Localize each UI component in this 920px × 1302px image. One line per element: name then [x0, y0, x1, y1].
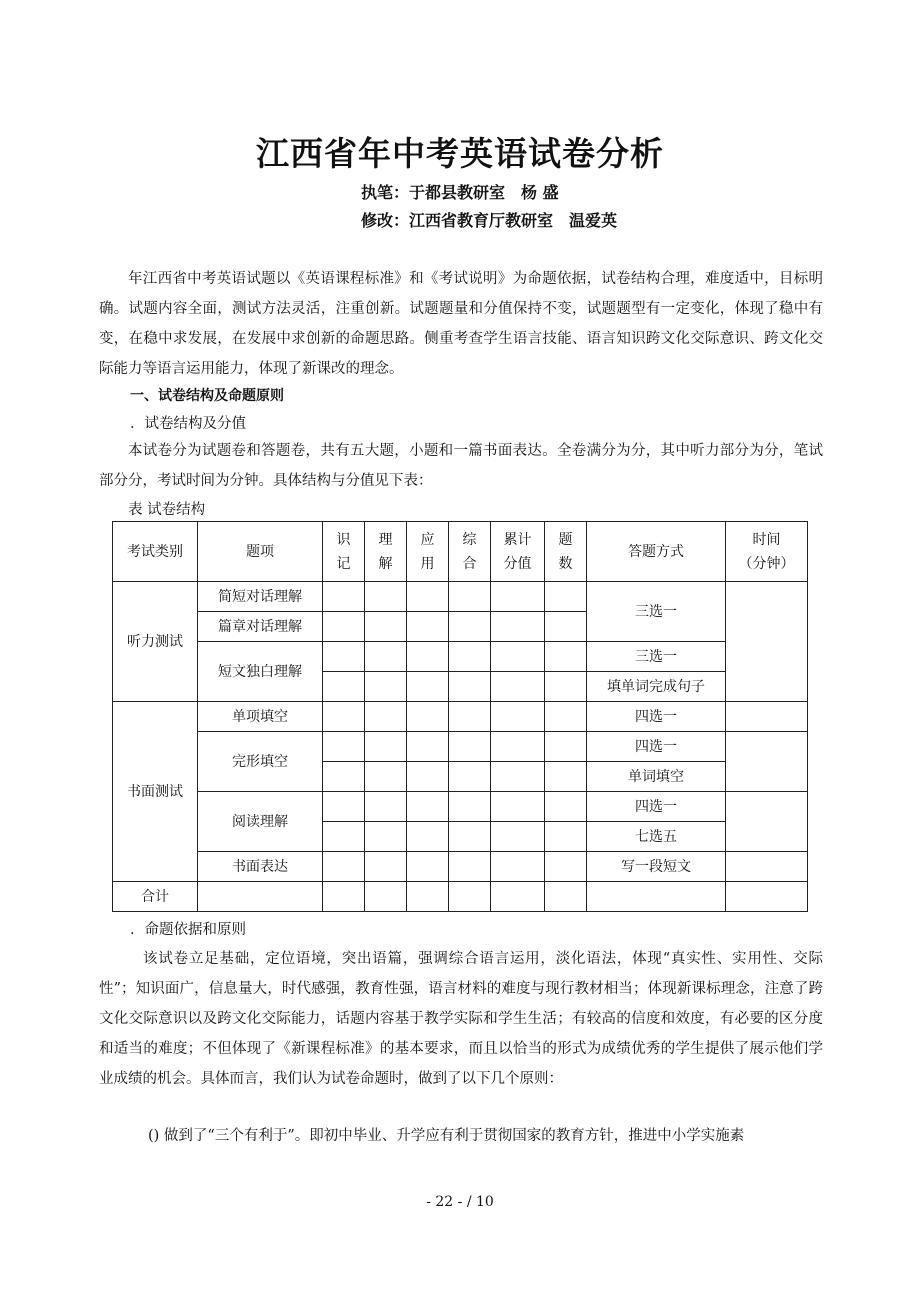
table-total-row	[113, 882, 808, 912]
table-caption: 表 试卷结构	[128, 502, 206, 518]
total-label: 合计	[113, 882, 198, 912]
header-apply: 应 用	[407, 522, 449, 582]
table-row	[113, 642, 808, 672]
item-writing: 书面表达	[198, 852, 323, 882]
subheading-structure: ．试卷结构及分值	[130, 416, 246, 432]
subheading-principles: ．命题依据和原则	[130, 922, 246, 938]
document-title: 江西省年中考英语试卷分析	[256, 134, 664, 173]
time-listening	[726, 582, 808, 702]
category-written: 书面测试	[113, 702, 198, 882]
method-fill-words: 填单词完成句子	[587, 672, 726, 702]
method-choose-1-of-4-b: 四选一	[587, 732, 726, 762]
category-listening: 听力测试	[113, 582, 198, 702]
method-write-paragraph: 写一段短文	[587, 852, 726, 882]
page-number: - 22 - / 10	[426, 1194, 494, 1210]
item-long-dialogue: 篇章对话理解	[198, 612, 323, 642]
principle-1-line: () 做到了“三个有利于”。即初中毕业、升学应有利于贯彻国家的教育方针，推进中小学实施素	[148, 1128, 745, 1144]
table-row	[113, 792, 808, 822]
method-word-fill: 单词填空	[587, 762, 726, 792]
section-heading-1: 一、试卷结构及命题原则	[130, 388, 284, 404]
exam-structure-table	[112, 521, 808, 912]
header-understand: 理 解	[365, 522, 407, 582]
item-cloze: 完形填空	[198, 732, 323, 792]
header-item: 题项	[198, 522, 323, 582]
principles-paragraph: 该试卷立足基础，定位语境，突出语篇，强调综合语言运用，淡化语法，体现“真实性、实用性、交际性”；知识面广，信息量大，时代感强，教育性强，语言材料的难度与现行教材相当；体现新课标理念，注意了跨文化交际意识以及跨文化交际能力，话题内容基于教学实际和学生生活；有较高的信度和效度，有必要的区分度和适当的难度；不但体现了《新课程标准》的基本要求，而且以恰当的形式为成绩优秀的学生提供了展示他们学业成绩的机会。具体而言，我们认为试卷命题时，做到了以下几个原则：	[99, 951, 823, 1087]
method-choose-5-of-7: 七选五	[587, 822, 726, 852]
method-choose-1-of-3: 三选一	[587, 582, 726, 642]
table-row	[113, 582, 808, 612]
author-line: 执笔：于都县教研室 杨 盛	[361, 183, 559, 202]
header-time: 时间 （分钟）	[726, 522, 808, 582]
header-category: 考试类别	[113, 522, 198, 582]
header-recall: 识 记	[323, 522, 365, 582]
table-row	[113, 702, 808, 732]
item-reading: 阅读理解	[198, 792, 323, 852]
method-choose-1-of-4: 四选一	[587, 702, 726, 732]
item-single-choice: 单项填空	[198, 702, 323, 732]
intro-paragraph: 年江西省中考英语试题以《英语课程标准》和《考试说明》为命题依据，试卷结构合理，难度适中，目标明确。试题内容全面，测试方法灵活，注重创新。试题题量和分值保持不变，试题题型有一定变化，体现了稳中有变，在稳中求发展，在发展中求创新的命题思路。侧重考查学生语言技能、语言知识跨文化交际意识、跨文化交际能力等语言运用能力，体现了新课改的理念。	[99, 271, 823, 377]
header-synthesis: 综 合	[449, 522, 491, 582]
reviser-line: 修改：江西省教育厅教研室 温爱英	[361, 211, 618, 230]
header-answer-method: 答题方式	[587, 522, 726, 582]
structure-paragraph: 本试卷分为试题卷和答题卷，共有五大题，小题和一篇书面表达。全卷满分为分，其中听力部分为分，笔试部分分，考试时间为分钟。具体结构与分值见下表：	[99, 443, 823, 489]
header-question-count: 题 数	[545, 522, 587, 582]
item-short-dialogue: 简短对话理解	[198, 582, 323, 612]
method-choose-1-of-3-b: 三选一	[587, 642, 726, 672]
table-row	[113, 852, 808, 882]
header-total-score: 累计 分值	[491, 522, 545, 582]
item-monologue: 短文独白理解	[198, 642, 323, 702]
table-row	[113, 732, 808, 762]
table-header-row	[113, 522, 808, 582]
method-choose-1-of-4-c: 四选一	[587, 792, 726, 822]
